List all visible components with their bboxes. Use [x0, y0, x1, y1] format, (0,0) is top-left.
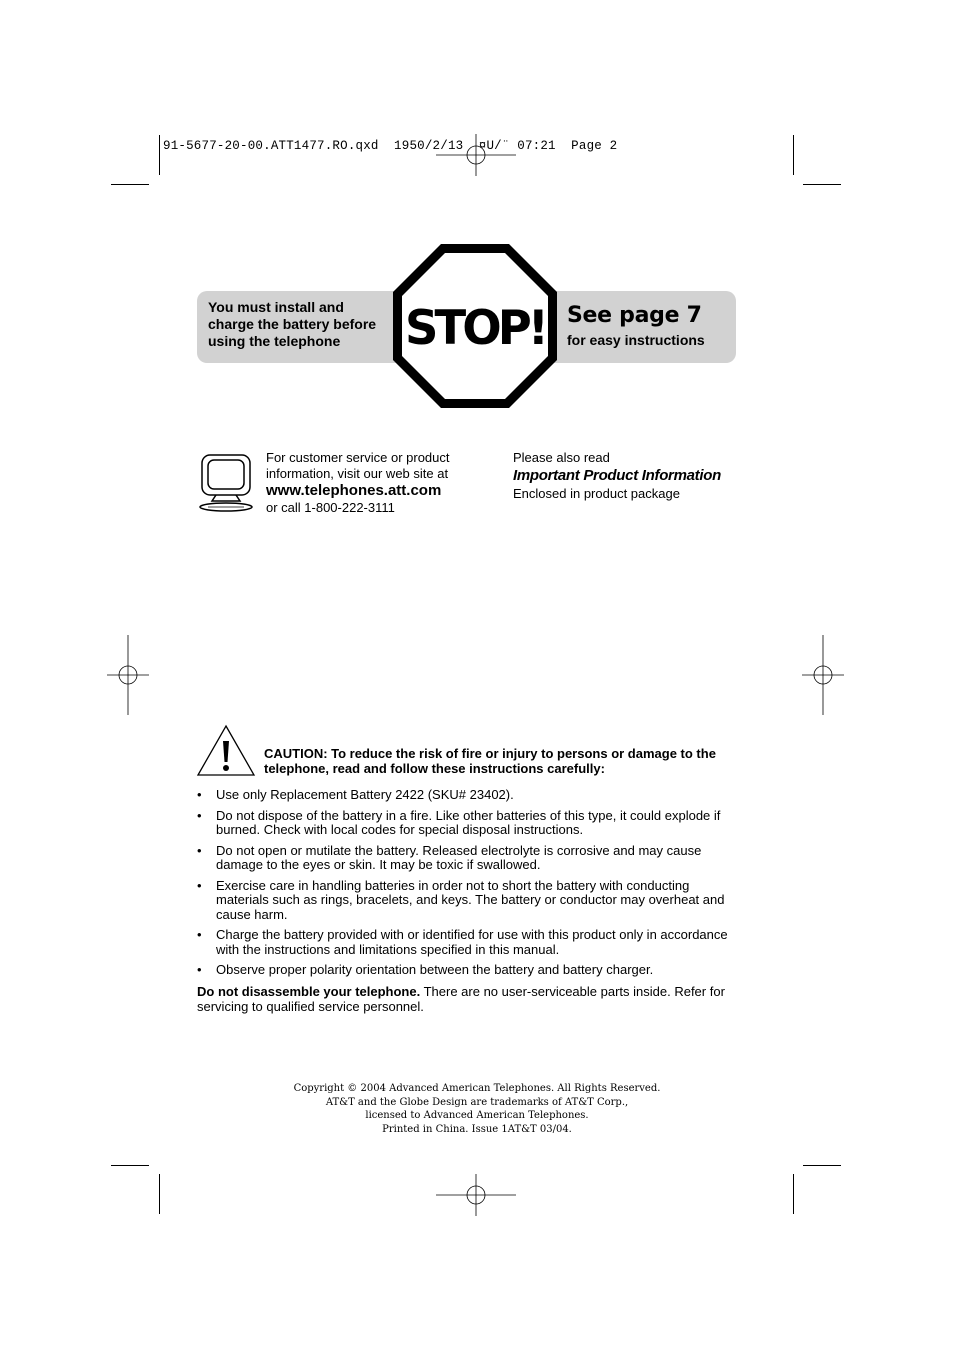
computer-icon	[198, 453, 256, 513]
copyright-block: Copyright © 2004 Advanced American Telephones. All Rights Reserved. AT&T and the Globe Design are trademarks of AT&T Corp., licensed to Advanced American Telephones. Printed in China. Issue 1AT&T 03/04.	[293, 1083, 661, 1135]
registration-mark-left	[107, 635, 149, 715]
customer-service-info: For customer service or product information, visit our web site at www.telephones.att.com or call 1-800-222-3111	[266, 450, 486, 516]
website-link[interactable]: www.telephones.att.com	[266, 482, 442, 499]
registration-mark-bottom	[436, 1174, 516, 1216]
registration-mark-right	[802, 635, 844, 715]
list-item: • Do not dispose of the battery in a fire. Like other batteries of this type, it could explode if burned. Check with local codes for special disposal instructions.	[197, 809, 737, 838]
disassembly-notice: Do not disassemble your telephone. There are no user-serviceable parts inside. Refer for servicing to qualified service personnel.	[197, 984, 725, 1014]
caution-text: CAUTION: To reduce the risk of fire or injury to persons or damage to the telephone, read and follow these instructions carefully:	[264, 746, 716, 776]
stop-text: STOP!	[405, 301, 545, 356]
list-item: • Observe proper polarity orientation between the battery and battery charger.	[197, 963, 737, 978]
important-product-information-title: Important Product Information	[513, 467, 721, 484]
registration-mark-top	[436, 134, 516, 176]
warning-triangle-icon	[196, 724, 256, 777]
safety-instructions-list	[197, 788, 737, 984]
also-read-info: Please also read Important Product Information Enclosed in product package	[513, 450, 721, 501]
list-item: • Use only Replacement Battery 2422 (SKU# 23402).	[197, 788, 737, 803]
see-page-heading: See page 7	[567, 303, 702, 328]
stop-sign-icon	[392, 243, 558, 409]
install-notice: You must install and charge the battery before using the telephone	[208, 299, 377, 349]
list-item: • Exercise care in handling batteries in order not to short the battery with conducting materials such as rings, bracelets, and keys. The battery or conductor may overheat and cause harm.	[197, 879, 737, 923]
file-slug-line: 91-5677-20-00.ATT1477.RO.qxd 1950/2/13 ¤U/¨ 07:21 Page 2	[163, 139, 618, 153]
easy-instructions: for easy instructions	[567, 332, 705, 348]
list-item: • Do not open or mutilate the battery. Released electrolyte is corrosive and may cause damage to the eyes or skin. It may be toxic if swallowed.	[197, 844, 737, 873]
list-item: • Charge the battery provided with or identified for use with this product only in accordance with the instructions and limitations specified in this manual.	[197, 928, 737, 957]
phone-number: or call 1-800-222-3111	[266, 500, 395, 515]
